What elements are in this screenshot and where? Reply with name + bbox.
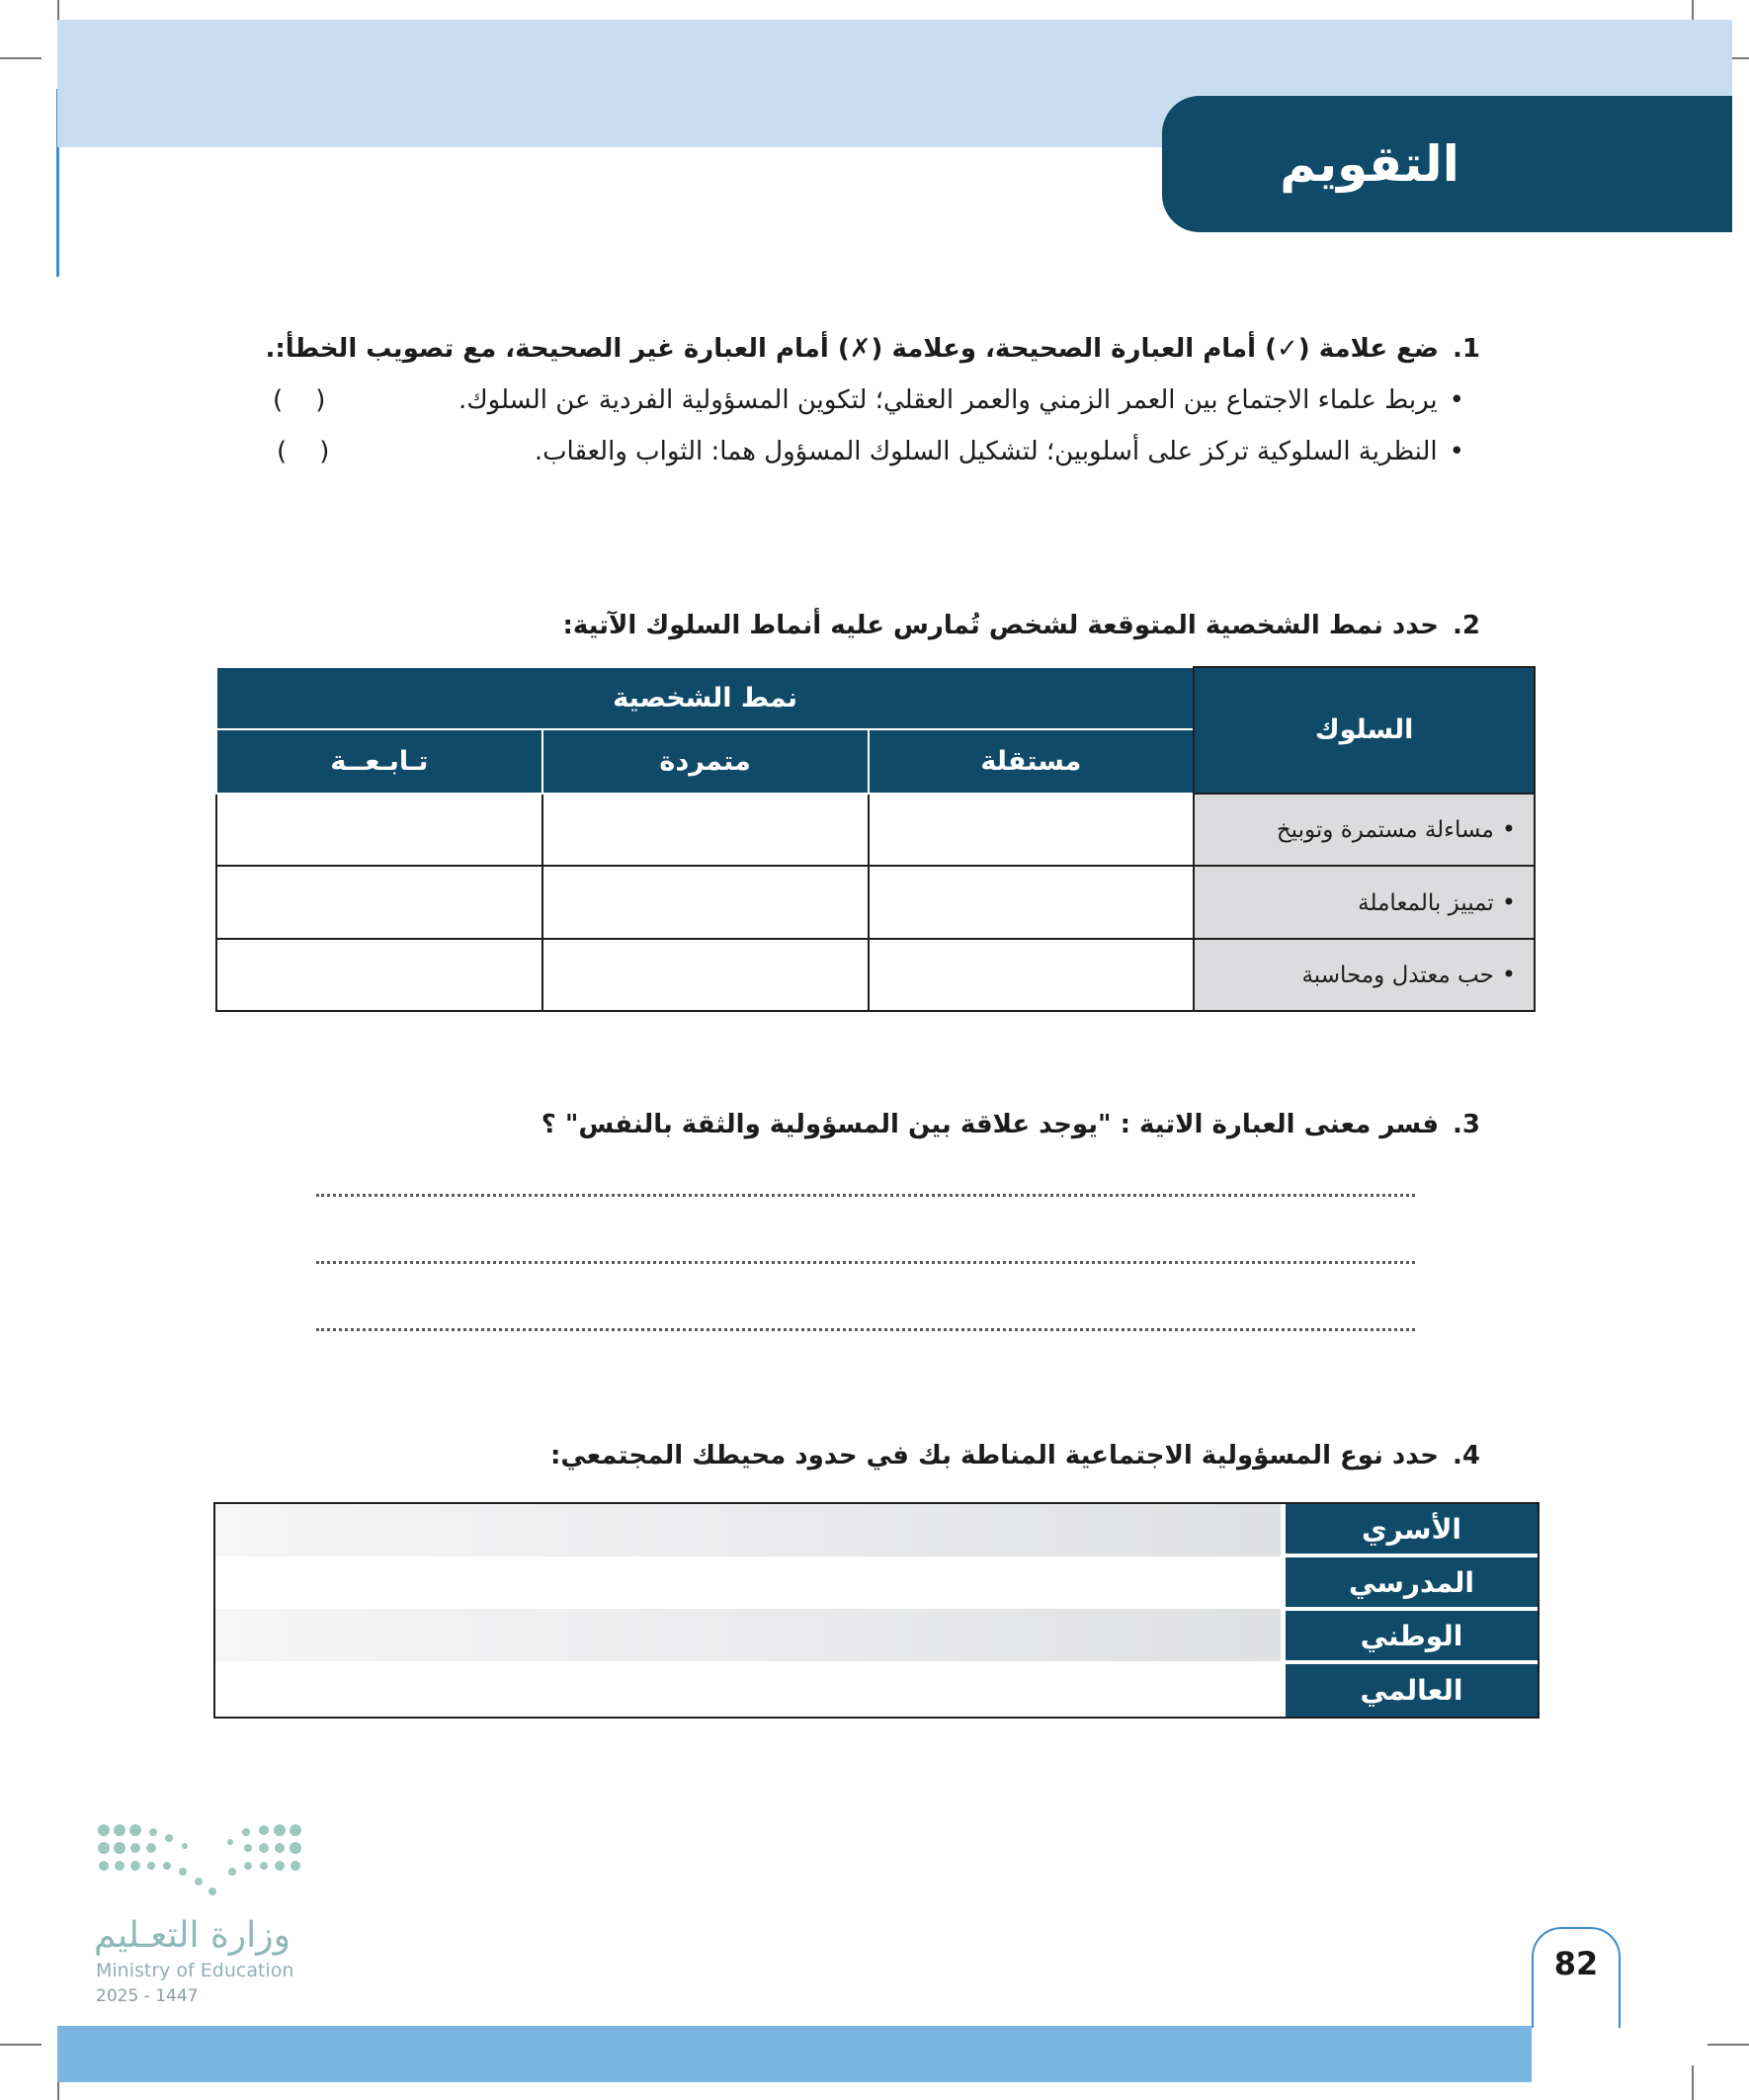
question-4 xyxy=(550,1441,1480,1470)
personality-table xyxy=(215,666,1536,1012)
answer-cell[interactable] xyxy=(542,939,869,1011)
answer-cell[interactable] xyxy=(869,939,1195,1011)
ministry-name-english: Ministry of Education xyxy=(96,1960,294,1981)
behavior-cell: • تمييز بالمعاملة xyxy=(1194,866,1535,938)
label-national: الوطني xyxy=(1286,1611,1538,1660)
question-2 xyxy=(563,611,1481,640)
label-school: المدرسي xyxy=(1286,1557,1538,1607)
answer-cell[interactable] xyxy=(216,866,542,938)
page-title: التقويم xyxy=(1280,135,1459,193)
answer-line[interactable] xyxy=(316,1261,1415,1264)
q1-statement-1: • يربط علماء الاجتماع بين العمر الزمني والعمر العقلي؛ لتكوين المسؤولية الفردية عن السلوك. xyxy=(458,385,1464,415)
ministry-year: 2025 - 1447 xyxy=(96,1986,199,2006)
crop-mark xyxy=(0,2044,42,2046)
label-family: الأسري xyxy=(1286,1504,1538,1554)
column-independent: مستقلة xyxy=(869,729,1195,793)
answer-cell[interactable] xyxy=(869,866,1195,938)
answer-row[interactable] xyxy=(215,1661,1281,1717)
answer-row[interactable] xyxy=(215,1556,1281,1611)
question-4-number: 4. xyxy=(1453,1441,1480,1470)
question-2-text: حدد نمط الشخصية المتوقعة لشخص تُمارس عليه أنماط السلوك الآتية: xyxy=(562,611,1440,640)
q1-statement-2: • النظرية السلوكية تركز على أسلوبين؛ لتشكيل السلوك المسؤول هما: الثواب والعقاب. xyxy=(535,437,1464,466)
question-1-number: 1. xyxy=(1453,334,1480,364)
question-3-text: فسر معنى العبارة الاتية : "يوجد علاقة بين المسؤولية والثقة بالنفس" ؟ xyxy=(541,1110,1440,1139)
answer-row[interactable] xyxy=(215,1504,1281,1558)
question-1-text: ضع علامة (✓) أمام العبارة الصحيحة، وعلامة (✗) أمام العبارة غير الصحيحة، مع تصويب الخطأ:. xyxy=(265,334,1440,364)
bottom-band xyxy=(57,2026,1532,2082)
behavior-cell: • مساءلة مستمرة وتوبيخ xyxy=(1194,794,1535,866)
table-row xyxy=(216,939,1535,1011)
answer-box[interactable]: ( ) xyxy=(273,385,326,415)
table-row xyxy=(216,866,1535,938)
behavior-cell: • حب معتدل ومحاسبة xyxy=(1194,939,1535,1011)
personality-type-header: نمط الشخصية xyxy=(216,667,1194,729)
crop-mark xyxy=(1692,2065,1694,2100)
answer-cell[interactable] xyxy=(216,794,542,866)
label-global: العالمي xyxy=(1286,1664,1538,1717)
ministry-name-arabic: وزارة التعـليم xyxy=(94,1915,291,1956)
answer-cell[interactable] xyxy=(216,939,542,1011)
answer-cell[interactable] xyxy=(869,794,1195,866)
column-rebellious: متمردة xyxy=(542,729,869,793)
crop-mark xyxy=(1707,2044,1749,2046)
ministry-logo xyxy=(94,1820,311,1923)
table-row xyxy=(216,794,1535,866)
answer-line[interactable] xyxy=(316,1194,1415,1197)
responsibility-table xyxy=(213,1502,1540,1719)
question-1 xyxy=(265,334,1480,364)
question-3-number: 3. xyxy=(1453,1110,1480,1139)
answer-cell[interactable] xyxy=(542,866,869,938)
answer-box[interactable]: ( ) xyxy=(277,437,330,466)
page-number: 82 xyxy=(1553,1945,1599,1982)
crop-mark xyxy=(0,57,42,59)
answer-row[interactable] xyxy=(215,1609,1281,1663)
column-dependent: تـابـعــة xyxy=(216,729,542,793)
answer-line[interactable] xyxy=(316,1328,1415,1331)
question-2-number: 2. xyxy=(1453,611,1480,640)
question-4-text: حدد نوع المسؤولية الاجتماعية المناطة بك في حدود محيطك المجتمعي: xyxy=(549,1441,1440,1470)
behavior-header: السلوك xyxy=(1194,667,1535,794)
answer-cell[interactable] xyxy=(542,794,869,866)
question-3 xyxy=(541,1110,1480,1139)
